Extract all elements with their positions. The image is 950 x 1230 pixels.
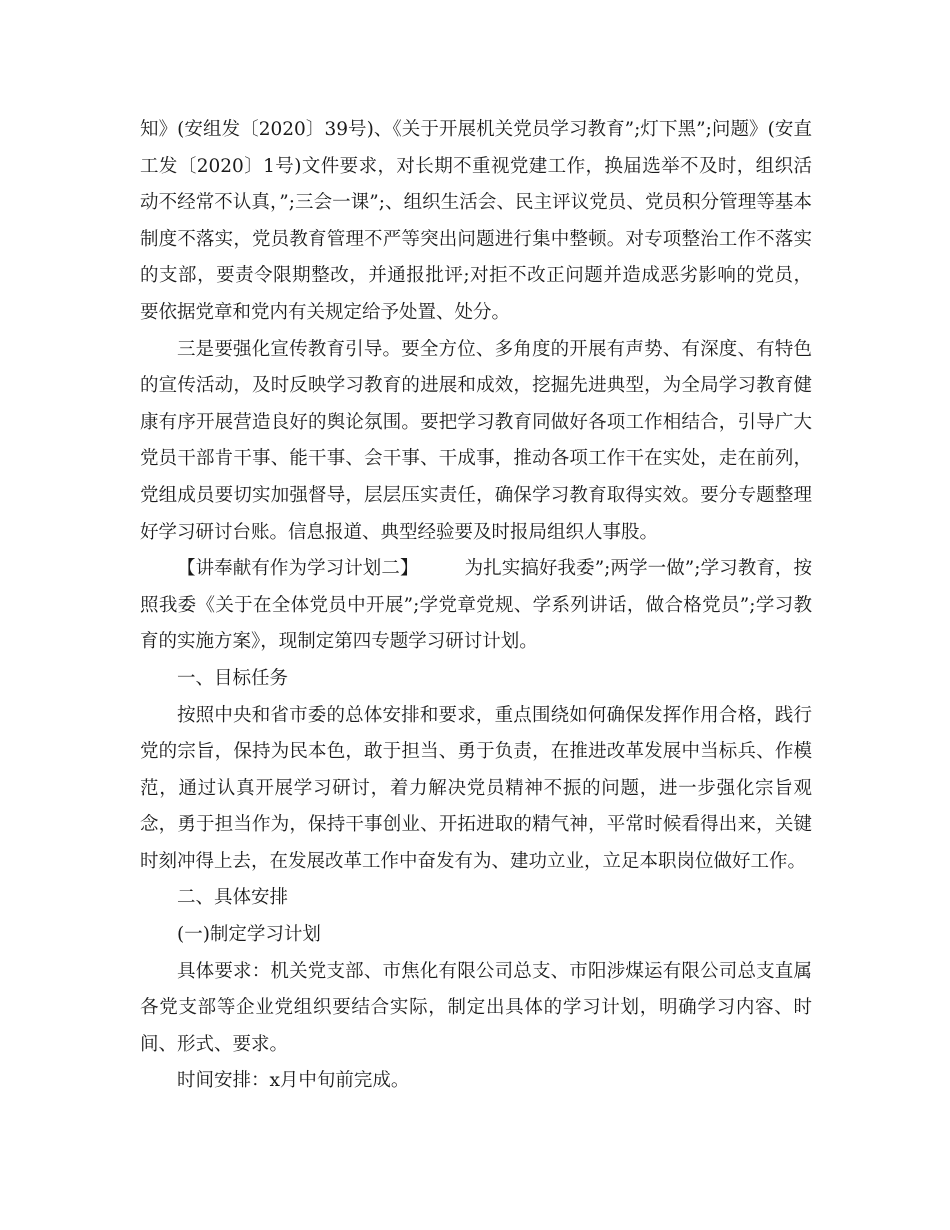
plan-intro-text: 为扎实搞好我委”;两学一做”;学习教育，按照我委《关于在全体党员中开展”;学党章党规、学系列讲话，做合格党员”;学习教育的实施方案》，现制定第四专题学习研讨计划。 [140, 558, 812, 653]
section-heading-goals: 一、目标任务 [177, 667, 289, 689]
paragraph-goals: 按照中央和省市委的总体安排和要求，重点围绕如何确保发挥作用合格，践行党的宗旨，保持为民本色，敢于担当、勇于负责，在推进改革发展中当标兵、作模范，通过认真开展学习研讨，着力解决党员精神不振的问题，进一步强化宗旨观念，勇于担当作为，保持干事创业、开拓进取的精气神，平常时候看得出来，关键时刻冲得上去，在发展改革工作中奋发有为、建功立业，立足本职岗位做好工作。 [140, 704, 812, 872]
paragraph-publicity: 三是要强化宣传教育引导。要全方位、多角度的开展有声势、有深度、有特色的宣传活动，及时反映学习教育的进展和成效，挖掘先进典型，为全局学习教育健康有序开展营造良好的舆论氛围。要把学习教育同做好各项工作相结合，引导广大党员干部肯干事、能干事、会干事、干成事，推动各项工作干在实处，走在前列，党组成员要切实加强督导，层层压实责任，确保学习教育取得实效。要分专题整理好学习研讨台账。信息报道、典型经验要及时报局组织人事股。 [140, 338, 812, 543]
paragraph-schedule: 时间安排：x月中旬前完成。 [177, 1070, 410, 1092]
section-heading-arrangements: 二、具体安排 [177, 887, 289, 909]
paragraph-requirements: 具体要求：机关党支部、市焦化有限公司总支、市阳涉煤运有限公司总支直属各党支部等企业党组织要结合实际，制定出具体的学习计划，明确学习内容、时间、形式、要求。 [140, 960, 812, 1055]
paragraph-continuation: 知》(安组发〔2020〕39号)、《关于开展机关党员学习教育”;灯下黑”;问题》(安直工发〔2020〕1号)文件要求，对长期不重视党建工作，换届选举不及时，组织活动不经常不认真，”;三会一课”;、组织生活会、民主评议党员、党员积分管理等基本制度不落实，党员教育管理不严等突出问题进行集中整顿。对专项整治工作不落实的支部，要责令限期整改，并通报批评;对拒不改正问题并造成恶劣影响的党员，要依据党章和党内有关规定给予处置、处分。 [140, 119, 812, 323]
document-body [140, 112, 812, 1100]
paragraph-plan-intro [140, 551, 812, 661]
plan-heading: 【讲奉献有作为学习计划二】 [177, 558, 419, 580]
subsection-heading-study-plan: (一)制定学习计划 [177, 924, 321, 946]
